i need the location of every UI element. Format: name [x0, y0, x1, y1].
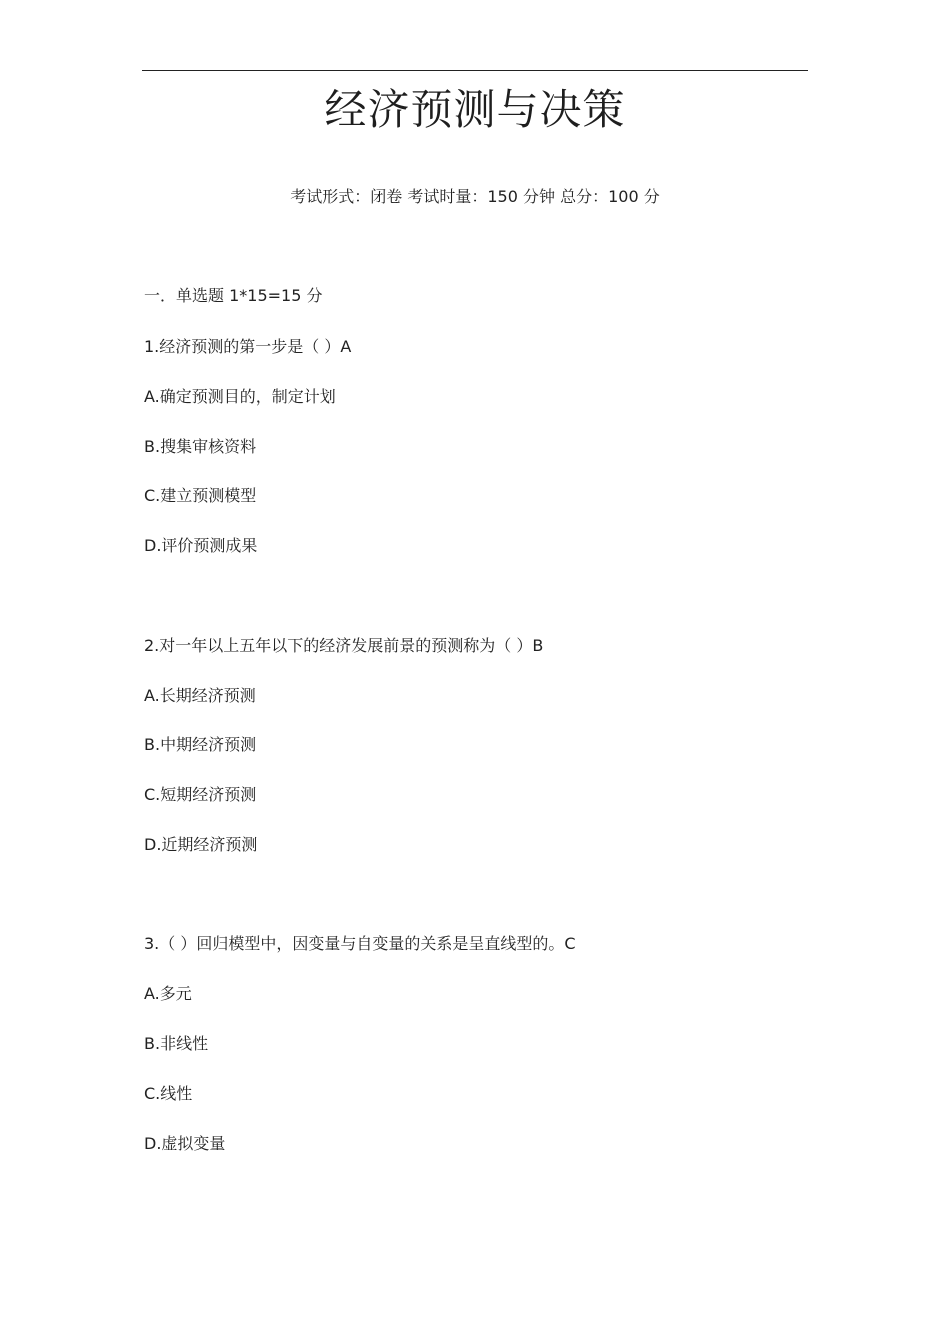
question-1-option-a: A.确定预测目的，制定计划	[144, 387, 336, 406]
question-2-option-d: D.近期经济预测	[144, 835, 258, 854]
question-3-option-c: C.线性	[144, 1084, 193, 1103]
header-rule	[142, 70, 808, 71]
question-1-option-c: C.建立预测模型	[144, 486, 257, 505]
question-3-option-b: B.非线性	[144, 1034, 209, 1053]
question-2-stem: 2.对一年以上五年以下的经济发展前景的预测称为（ ）B	[144, 636, 544, 655]
question-3-stem: 3.（ ）回归模型中，因变量与自变量的关系是呈直线型的。C	[144, 934, 576, 953]
question-2-option-a: A.长期经济预测	[144, 686, 256, 705]
question-3-option-a: A.多元	[144, 984, 192, 1003]
question-1-stem: 1.经济预测的第一步是（ ）A	[144, 337, 352, 356]
section-heading: 一．单选题 1*15=15 分	[144, 286, 323, 305]
document-title: 经济预测与决策	[324, 85, 626, 134]
exam-info: 考试形式：闭卷 考试时量：150 分钟 总分：100 分	[290, 187, 660, 206]
question-2-option-b: B.中期经济预测	[144, 735, 257, 754]
question-2-option-c: C.短期经济预测	[144, 785, 257, 804]
question-1-option-d: D.评价预测成果	[144, 536, 258, 555]
question-3-option-d: D.虚拟变量	[144, 1134, 226, 1153]
question-1-option-b: B.搜集审核资料	[144, 437, 257, 456]
